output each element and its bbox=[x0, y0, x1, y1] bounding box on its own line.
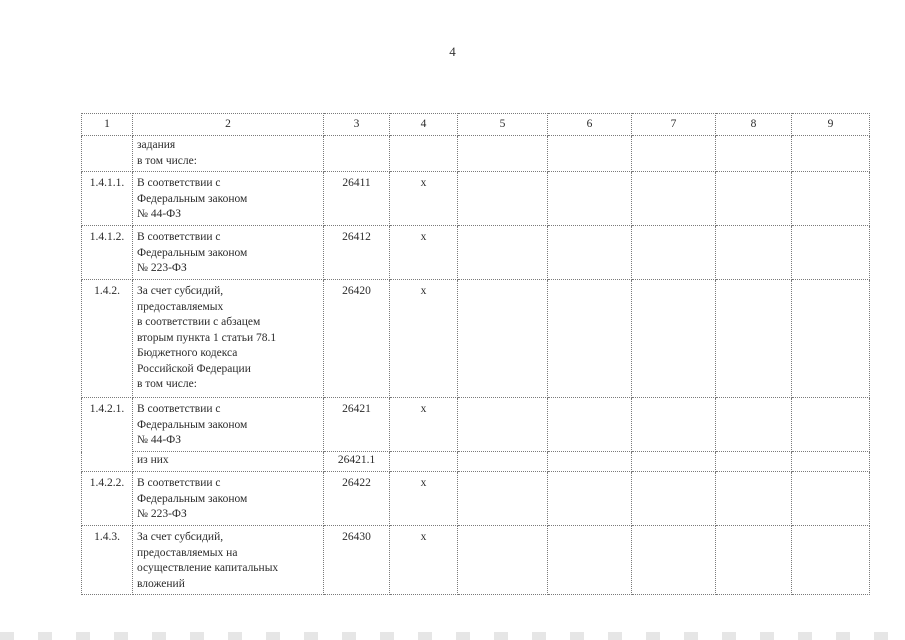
row-cell-7 bbox=[632, 136, 716, 172]
row-cell-6 bbox=[548, 472, 632, 526]
column-header-2: 2 bbox=[133, 114, 324, 136]
row-cell-8 bbox=[716, 472, 792, 526]
row-cell-5 bbox=[458, 472, 548, 526]
row-cell-6 bbox=[548, 226, 632, 280]
column-header-5: 5 bbox=[458, 114, 548, 136]
row-cell-5 bbox=[458, 136, 548, 172]
row-cell-7 bbox=[632, 452, 716, 472]
row-number: 1.4.2. bbox=[82, 280, 133, 398]
row-code: 26421 bbox=[324, 398, 390, 452]
table-row bbox=[82, 526, 870, 595]
row-code: 26430 bbox=[324, 526, 390, 595]
row-number: 1.4.2.1. bbox=[82, 398, 133, 472]
row-number: 1.4.1.2. bbox=[82, 226, 133, 280]
row-name: задания в том числе: bbox=[133, 136, 324, 172]
row-cell-5 bbox=[458, 452, 548, 472]
row-cell-7 bbox=[632, 172, 716, 226]
row-mark: x bbox=[390, 526, 458, 595]
row-name: В соответствии с Федеральным законом № 223-ФЗ bbox=[133, 472, 324, 526]
row-cell-8 bbox=[716, 526, 792, 595]
row-number: 1.4.2.2. bbox=[82, 472, 133, 526]
row-code: 26421.1 bbox=[324, 452, 390, 472]
row-code: 26411 bbox=[324, 172, 390, 226]
row-name: За счет субсидий, предоставляемых в соответствии с абзацем вторым пункта 1 статьи 78.1 Бюджетного кодекса Российской Федерации в том числе: bbox=[133, 280, 324, 398]
row-cell-8 bbox=[716, 226, 792, 280]
table-body bbox=[82, 114, 870, 595]
table-row bbox=[82, 172, 870, 226]
row-cell-8 bbox=[716, 172, 792, 226]
row-mark: x bbox=[390, 172, 458, 226]
row-cell-5 bbox=[458, 226, 548, 280]
column-header-1: 1 bbox=[82, 114, 133, 136]
row-cell-7 bbox=[632, 472, 716, 526]
row-number: 1.4.3. bbox=[82, 526, 133, 595]
column-header-4: 4 bbox=[390, 114, 458, 136]
row-mark: x bbox=[390, 226, 458, 280]
row-mark bbox=[390, 452, 458, 472]
row-cell-9 bbox=[792, 472, 870, 526]
row-cell-9 bbox=[792, 452, 870, 472]
row-cell-5 bbox=[458, 172, 548, 226]
row-cell-6 bbox=[548, 398, 632, 452]
table-row bbox=[82, 452, 870, 472]
row-number bbox=[82, 136, 133, 172]
row-cell-6 bbox=[548, 136, 632, 172]
row-mark: x bbox=[390, 472, 458, 526]
row-mark: x bbox=[390, 280, 458, 398]
row-name: В соответствии с Федеральным законом № 44-ФЗ bbox=[133, 398, 324, 452]
row-number: 1.4.1.1. bbox=[82, 172, 133, 226]
row-cell-6 bbox=[548, 280, 632, 398]
row-code bbox=[324, 136, 390, 172]
row-cell-9 bbox=[792, 172, 870, 226]
row-cell-7 bbox=[632, 526, 716, 595]
row-name: В соответствии с Федеральным законом № 223-ФЗ bbox=[133, 226, 324, 280]
row-cell-7 bbox=[632, 280, 716, 398]
row-cell-5 bbox=[458, 280, 548, 398]
table-row bbox=[82, 398, 870, 452]
row-code: 26412 bbox=[324, 226, 390, 280]
row-cell-9 bbox=[792, 526, 870, 595]
row-cell-6 bbox=[548, 526, 632, 595]
row-cell-5 bbox=[458, 398, 548, 452]
table-header-row bbox=[82, 114, 870, 136]
row-cell-8 bbox=[716, 136, 792, 172]
row-cell-9 bbox=[792, 226, 870, 280]
row-cell-7 bbox=[632, 398, 716, 452]
row-code: 26422 bbox=[324, 472, 390, 526]
row-code: 26420 bbox=[324, 280, 390, 398]
row-name: из них bbox=[133, 452, 324, 472]
row-cell-7 bbox=[632, 226, 716, 280]
page-number: 4 bbox=[449, 44, 456, 59]
report-table bbox=[81, 113, 870, 595]
row-mark: x bbox=[390, 398, 458, 452]
row-cell-8 bbox=[716, 452, 792, 472]
column-header-8: 8 bbox=[716, 114, 792, 136]
row-mark bbox=[390, 136, 458, 172]
table-row bbox=[82, 136, 870, 172]
row-cell-9 bbox=[792, 136, 870, 172]
scan-artifact-strip bbox=[0, 632, 905, 640]
row-name: В соответствии с Федеральным законом № 44-ФЗ bbox=[133, 172, 324, 226]
row-cell-6 bbox=[548, 172, 632, 226]
row-name: За счет субсидий, предоставляемых на осуществление капитальных вложений bbox=[133, 526, 324, 595]
column-header-7: 7 bbox=[632, 114, 716, 136]
row-cell-5 bbox=[458, 526, 548, 595]
column-header-9: 9 bbox=[792, 114, 870, 136]
column-header-6: 6 bbox=[548, 114, 632, 136]
row-cell-6 bbox=[548, 452, 632, 472]
table-row bbox=[82, 472, 870, 526]
row-cell-9 bbox=[792, 280, 870, 398]
row-cell-8 bbox=[716, 280, 792, 398]
table-row bbox=[82, 226, 870, 280]
column-header-3: 3 bbox=[324, 114, 390, 136]
table-row bbox=[82, 280, 870, 398]
row-cell-9 bbox=[792, 398, 870, 452]
row-cell-8 bbox=[716, 398, 792, 452]
